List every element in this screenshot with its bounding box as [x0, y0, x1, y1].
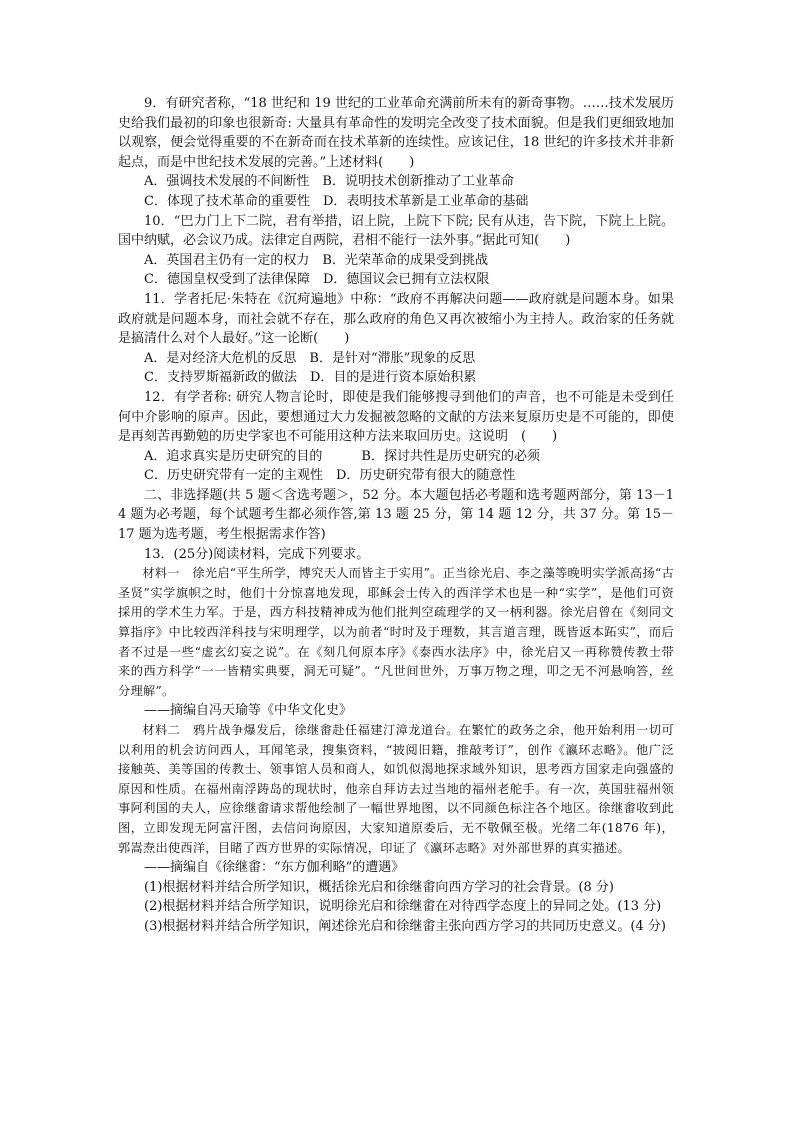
section-2-heading: 二、非选择题(共 5 题＜含选考题＞，52 分。本大题包括必考题和选考题两部分，第 13－14 题为必考题，每个试题考生都必须作答,第 13 题 25 分，第 14 题 12 分，共 37 分。第 15－17 题为选考题，考生根据需求作答)	[118, 487, 674, 543]
material-1: 材料一 徐光启“平生所学，博究天人而皆主于实用”。正当徐光启、李之藻等晚明实学派高扬“古圣贤”实学旗帜之时，他们十分惊喜地发现，耶稣会士传入的西洋学术也是一种“实学”，是他们可资採用的学术生力军。于是，西方科技精神成为他们批判空疏理学的又一柄利器。徐光启曾在《刻同文算指序》中比较西洋科技与宋明理学，以为前者“时时及于理数，其言道言理，既皆返本跖实”，而后者不过是一些“虚玄幻妄之说”。在《刻几何原本序》《泰西水法序》中，徐光启又一再称赞传教士带来的西方科学“一一皆精实典要，洞无可疑”。“凡世间世外，万事万物之理，叩之无不河悬响答，丝分理解”。	[118, 566, 674, 698]
question-12-options-ab: A．追求真实是历史研究的目的 B．探讨共性是历史研究的必须	[144, 448, 540, 464]
question-9	[118, 94, 674, 212]
question-10	[118, 212, 674, 290]
material-2-source: ——摘编自《徐继畬：“东方伽利略”的遭遇》	[144, 860, 405, 876]
question-13-sub-3: (3)根据材料并结合所学知识，阐述徐光启和徐继畬主张向西方学习的共同历史意义。(4 分)	[144, 918, 666, 934]
question-11-options-ab: A．是对经济大危机的反思 B．是针对“滞胀”现象的反思	[144, 350, 476, 366]
question-13-sub-1: (1)根据材料并结合所学知识，概括徐光启和徐继畬向西方学习的社会背景。(8 分)	[144, 879, 614, 895]
question-13-stem: 13．(25分)阅读材料，完成下列要求。	[144, 546, 370, 562]
question-11	[118, 290, 674, 388]
question-12	[118, 388, 674, 486]
question-13	[118, 545, 674, 937]
question-11-options-cd: C．支持罗斯福新政的做法 D．目的是进行资本原始积累	[144, 370, 477, 386]
material-block	[118, 564, 674, 878]
material-2: 材料二 鸦片战争爆发后，徐继畬赴任福建汀漳龙道台。在繁忙的政务之余，他开始利用一切可以利用的机会访问西人，耳闻笔录，搜集资料，“披阅旧籍，推敲考订”，创作《瀛环志略》。他广泛接触英、美等国的传教士、领事馆人员和商人，如饥似渴地探求域外知识，思考西方国家走向强盛的原因和性质。在福州南浮踌岛的现状时，他亲自拜访去过当地的福州老舵手。有一次，英国驻福州领事阿利国的夫人，应徐继畬请求帮他绘制了一幅世界地图，以不同颜色标注各个地区。徐继畬收到此图，立即发现无阿富汗图，去信问询原因，大家知道原委后，无不敬佩至极。光绪二年(1876 年)，郭嵩焘出使西洋，目睹了西方世界的实际情况，印证了《瀛环志略》对外部世界的真实描述。	[118, 723, 674, 855]
question-11-stem: 11．学者托尼·朱特在《沉疴遍地》中称：“政府不再解决问题——政府就是问题本身。如果政府就是问题本身，而社会就不存在，那么政府的角色又再次被缩小为主持人。政治家的任务就是搞清什么对个人最好。”这一论断( )	[118, 291, 674, 347]
question-9-options-ab: A．强调技术发展的不间断性 B．说明技术创新推动了工业革命	[144, 174, 514, 190]
question-9-options-cd: C．体现了技术革命的重要性 D．表明技术革新是工业革命的基础	[144, 193, 529, 209]
question-13-sub-2: (2)根据材料并结合所学知识，说明徐光启和徐继畬在对待西学态度上的异同之处。(13 分)	[144, 899, 662, 915]
exam-page	[118, 94, 674, 937]
question-10-options-ab: A．英国君主仍有一定的权力 B．光荣革命的成果受到挑战	[144, 252, 488, 268]
question-12-stem: 12．有学者称: 研究人物言论时，即使是我们能够搜寻到他们的声音，也不可能是未受到任何中介影响的原声。因此，要想通过大力发掘被忽略的文献的方法来复原历史是不可能的，即使是再刻苦再勤勉的历史学家也不可能用这种方法来取回历史。这说明 ( )	[118, 389, 674, 445]
question-10-options-cd: C．德国皇权受到了法律保障 D．德国议会已拥有立法权限	[144, 272, 490, 288]
question-9-stem: 9．有研究者称，“18 世纪和 19 世纪的工业革命充满前所未有的新奇事物。……技术发展历史给我们最初的印象也很新奇: 大量具有革命性的发明完全改变了技术面貌。但是我们更细致地加以观察，便会觉得重要的不在新奇而在技术革新的连续性。应该记住，18 世纪的许多技术并非新起点，而是中世纪技术发展的完善。”上述材料( )	[118, 96, 674, 170]
question-10-stem: 10．“巴力门上下二院，君有举措，诏上院，上院下下院; 民有从违，告下院，下院上上院。国中纳赋，必会议乃成。法律定自两院，君相不能行一法外事。”据此可知( )	[118, 213, 674, 249]
material-1-source: ——摘编自冯天瑜等《中华文化史》	[144, 703, 353, 719]
question-12-options-cd: C．历史研究带有一定的主观性 D．历史研究带有很大的随意性	[144, 468, 516, 484]
